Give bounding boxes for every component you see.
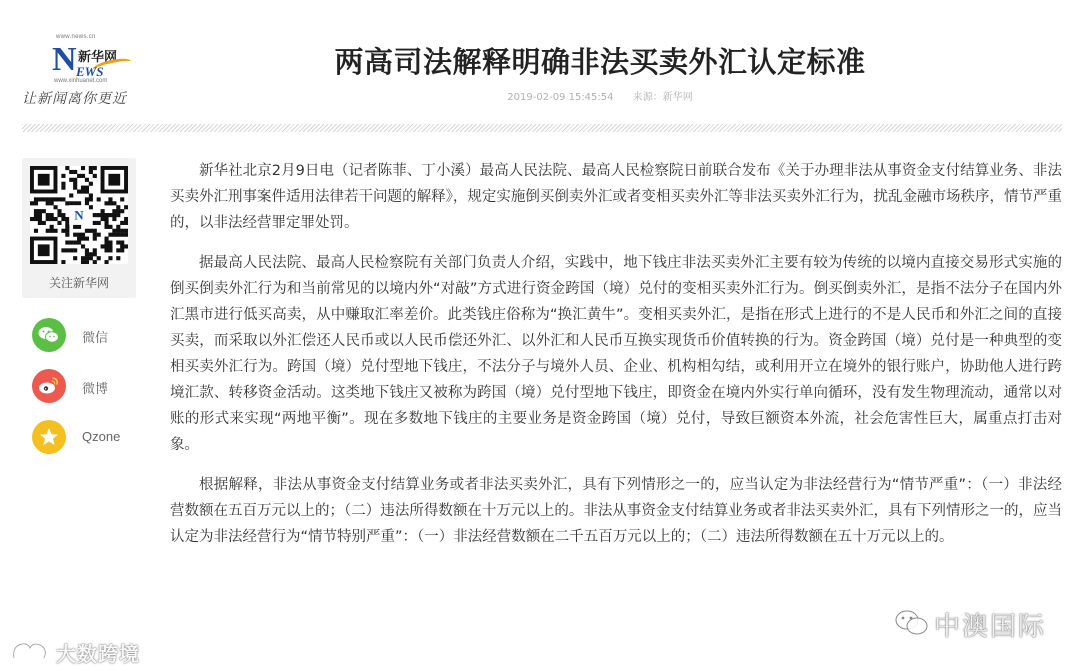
article-body <box>170 158 1062 564</box>
share-weibo-button[interactable] <box>32 369 142 403</box>
wechat-watermark-icon <box>892 606 932 640</box>
watermark-logo-icon <box>10 636 52 664</box>
qzone-icon <box>32 420 66 454</box>
share-wechat-button[interactable] <box>32 318 142 352</box>
logo-letters-ews: EWS <box>76 64 104 79</box>
header-divider <box>22 124 1062 132</box>
watermark-right <box>892 604 1072 644</box>
article-title: 两高司法解释明确非法买卖外汇认定标准 <box>334 45 866 79</box>
qr-code-card <box>22 158 136 298</box>
qr-code-icon <box>30 166 128 264</box>
article-meta <box>150 88 1050 103</box>
article-paragraph: 根据解释，非法从事资金支付结算业务或者非法买卖外汇，具有下列情形之一的，应当认定为非法经营行为“情节严重”：（一）非法经营数额在五百万元以上的；（二）违法所得数额在十万元以上的。非法从事资金支付结算业务或者非法买卖外汇，具有下列情形之一的，应当认定为非法经营行为“情节特别严重”：（一）非法经营数额在二千五百万元以上的；（二）违法所得数额在五十万元以上的。 <box>170 477 1062 545</box>
share-qzone-button[interactable] <box>32 420 142 454</box>
logo-mark <box>52 42 126 78</box>
watermark-left <box>10 636 170 666</box>
article-timestamp: 2019-02-09 15:45:54 <box>507 92 614 103</box>
share-wechat-label: 微信 <box>82 330 109 345</box>
wechat-icon <box>32 318 66 352</box>
watermark-right-text: 中澳国际 <box>934 612 1047 642</box>
article-paragraph: 据最高人民法院、最高人民检察院有关部门负责人介绍，实践中，地下钱庄非法买卖外汇主要有较为传统的以境内直接交易形式实施的倒买倒卖外汇行为和当前常见的以境内外“对敲”方式进行资金跨国（境）兑付的变相买卖外汇行为。倒买倒卖外汇，是指不法分子在国内外汇黑市进行低买高卖，从中赚取汇率差价。此类钱庄俗称为“换汇黄牛”。变相买卖外汇，是指在形式上进行的不是人民币和外汇之间的直接买卖，而采取以外汇偿还人民币或以人民币偿还外汇、以外汇和人民币互换实现货币价值转换的行为。资金跨国（境）兑付是一种典型的变相买卖外汇行为。跨国（境）兑付型地下钱庄，不法分子与境外人员、企业、机构相勾结，或利用开立在境外的银行账户，协助他人进行跨境汇款、转移资金活动。这类地下钱庄又被称为跨国（境）兑付型地下钱庄，即资金在境内外实行单向循环，没有发生物理流动，通常以对账的形式来实现“两地平衡”。现在多数地下钱庄的主要业务是资金跨国（境）兑付，导致巨额资本外流，社会危害性巨大，属重点打击对象。 <box>170 255 1062 453</box>
share-weibo-label: 微博 <box>82 381 109 396</box>
article-source: 来源：新华网 <box>632 92 693 103</box>
logo-chinese-name: 新华网 <box>78 50 118 65</box>
logo-letter-n: N <box>52 41 77 78</box>
xinhua-logo[interactable] <box>22 34 142 114</box>
share-qzone-label: Qzone <box>82 429 121 444</box>
article-paragraph: 新华社北京2月9日电（记者陈菲、丁小溪）最高人民法院、最高人民检察院日前联合发布《关于办理非法从事资金支付结算业务、非法买卖外汇刑事案件适用法律若干问题的解释》，规定实施倒买倒卖外汇或者变相买卖外汇等非法买卖外汇行为，扰乱金融市场秩序，情节严重的，以非法经营罪定罪处罚。 <box>170 163 1062 231</box>
qr-label: 关注新华网 <box>48 276 109 290</box>
logo-url-bottom: www.xinhuanet.com <box>54 78 108 84</box>
watermark-left-text: 大数跨境 <box>56 642 140 666</box>
logo-slogan: 让新闻离你更近 <box>22 91 127 107</box>
svg-text:N: N <box>74 207 84 223</box>
weibo-icon <box>32 369 66 403</box>
logo-url-top: www.news.cn <box>56 34 96 40</box>
